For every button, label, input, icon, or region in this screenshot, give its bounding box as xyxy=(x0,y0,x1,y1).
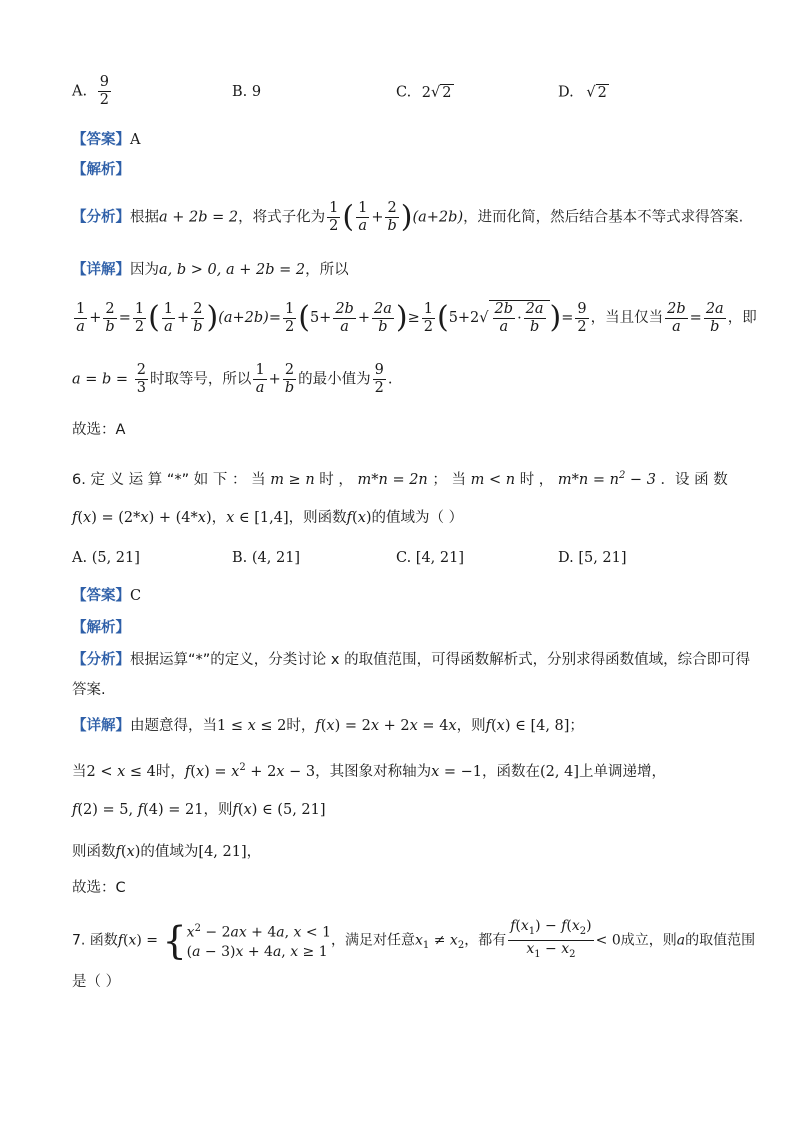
q6-option-d xyxy=(558,550,627,566)
text: ，进而化简，然后结合基本不等式求得答案. xyxy=(463,209,744,226)
radicand: 2 xyxy=(442,85,452,101)
q6-stem-line2: f(x) = (2*x) + (4*x)，x ∈ [1,4]，则函数f(x)的值域为（ ） xyxy=(72,510,464,526)
text: 6. 定 义 运 算 “*” 如 下 ： 当 xyxy=(72,471,266,488)
answer-value: A xyxy=(130,132,141,148)
q5-option-d: D. √ 2 xyxy=(558,84,607,101)
text: 成立，则 xyxy=(620,932,677,949)
option-value: (5, 21] xyxy=(91,550,140,566)
text: 根据运算“*”的定义，分类讨论 x 的取值范围，可得函数解析式，分别求得函数值域，综合即可得 xyxy=(130,652,751,668)
option-value: (4, 21] xyxy=(251,550,301,566)
q6-xiangjie-2: 当2 < x ≤ 4时，$f(x) = x^2 + 2x - 3$，其图象对称轴为x = −1，函数在(2, 4]上单调递增， xyxy=(72,762,666,780)
text: ，满足对任意 xyxy=(331,932,415,949)
text: 当 xyxy=(72,763,87,780)
text: ， xyxy=(246,844,262,860)
q6-xiangjie-3: f(2) = 5, f(4) = 21，则f(x) ∈ (5, 21] xyxy=(72,802,326,818)
text: 因为 xyxy=(130,262,159,278)
text: 上单调递增， xyxy=(579,763,666,780)
frac-num: 9 xyxy=(99,74,109,90)
q5-guxuan: 故选：A xyxy=(72,422,126,438)
text: ，当且仅当 xyxy=(590,310,664,326)
text: 则函数 xyxy=(72,844,116,860)
q5-answer xyxy=(72,130,140,150)
q5-jiexi xyxy=(72,160,130,180)
q6-xiangjie-4: 则函数f(x)的值域为[4, 21]， xyxy=(72,844,262,860)
q6-option-b xyxy=(232,550,300,566)
q7-stem-line1: 7. 函数f(x) = { $x^2 - 2ax + 4a$, x < 1 (a − 3)x + 4a, x ≥ 1 ，满足对任意$x_1 \ne x_2$，都有 $\frac{f(x_1) - f(x_2)}{x_1 - x_2}$ < 0成立，则a的取值范围 xyxy=(72,918,756,963)
answer-tag: 【答案】 xyxy=(72,588,130,604)
text: 时取等号，所以 xyxy=(149,371,252,388)
text: 的值域为 xyxy=(140,844,199,860)
text: 时， xyxy=(155,763,185,780)
option-label: B. xyxy=(232,550,248,566)
text: ，其图象对称轴为 xyxy=(315,763,432,780)
math: a, b > 0, a + 2b = 2 xyxy=(159,262,306,278)
option-label: A. xyxy=(72,550,88,566)
q5-xiangjie xyxy=(72,260,349,280)
text: ，则函数 xyxy=(288,510,347,526)
q5-equation: $\frac{1}{a}$ + $\frac{2}{b}$ = $\frac{1}{2}$ ( $\frac{1}{a}$ + $\frac{2}{b}$ )(a+2b)= $\frac{1}{2}$ (5+ $\frac{2b}{a}$ + $\frac{2a}{b}$ )≥ $\frac{1}{2}$ (5+2√ $\frac{2b}{a}$ · $\frac{2a}{b}$ )= $\frac{9}{2}$ ，当且仅当 $\frac{2b}{a}$ = $\frac{2a}{b}$ ，即 xyxy=(76,300,757,335)
answer-tag: 【答案】 xyxy=(72,132,130,148)
q5-option-b: B. 9 xyxy=(232,84,262,100)
text: 的取值范围 xyxy=(685,932,756,949)
math: a + 2b = 2 xyxy=(159,209,239,226)
option-label: C. xyxy=(396,550,412,566)
q6-option-a xyxy=(72,550,140,566)
text: 的最小值为 xyxy=(298,371,371,388)
text: ，都有 xyxy=(464,932,507,949)
text: ．设 函 数 xyxy=(660,471,728,488)
text: ，则 xyxy=(203,802,233,818)
q6-answer xyxy=(72,586,141,606)
option-value: [5, 21] xyxy=(578,550,627,566)
jiexi-tag: 【解析】 xyxy=(72,162,130,178)
text: ，将式子化为 xyxy=(238,209,326,226)
q6-fenxi-cont: 答案. xyxy=(72,682,106,698)
option-value: [4, 21] xyxy=(415,550,465,566)
xiangjie-tag: 【详解】 xyxy=(72,262,130,278)
coef: 2 xyxy=(421,84,432,101)
fenxi-tag: 【分析】 xyxy=(72,652,130,668)
q5-fenxi: 【分析】根据a + 2b = 2，将式子化为 $\frac{1}{2}$ ( $\frac{1}{a}$ + $\frac{2}{b}$ )(a+2b)，进而化简，然后结合基本不等式求得答案. xyxy=(72,199,744,235)
q6-option-c xyxy=(396,550,464,566)
text: 7. 函数 xyxy=(72,932,118,949)
q7-stem-line2: 是（ ） xyxy=(72,974,121,990)
text: ； 当 xyxy=(432,471,466,488)
text: 的值域为（ ） xyxy=(371,510,464,526)
xiangjie-tag: 【详解】 xyxy=(72,718,130,734)
q5-option-c: C. 2√ 2 xyxy=(396,84,452,101)
text: 时， xyxy=(286,718,316,734)
text: 根据 xyxy=(130,209,159,226)
option-label: D. xyxy=(558,550,574,566)
text: 时 ， xyxy=(319,471,353,488)
jiexi-tag: 【解析】 xyxy=(72,620,130,636)
q6-guxuan: 故选：C xyxy=(72,880,126,896)
q6-jiexi xyxy=(72,618,130,638)
radicand: 2 xyxy=(597,85,607,101)
text: ，所以 xyxy=(305,262,349,278)
option-label: D. xyxy=(558,84,574,101)
text: 时 ， xyxy=(519,471,554,488)
q5-line3: a = b = $\frac{2}{3}$ 时取等号，所以 $\frac{1}{a}$ + $\frac{2}{b}$ 的最小值为 $\frac{9}{2}$ . xyxy=(72,362,393,396)
text: ，函数在 xyxy=(482,763,541,780)
q5-option-a xyxy=(72,74,113,109)
q6-fenxi xyxy=(72,650,750,670)
q6-xiangjie-1: 【详解】由题意得，当1 ≤ x ≤ 2时，f(x) = 2x + 2x = 4x，则f(x) ∈ [4, 8]； xyxy=(72,718,584,734)
answer-value: C xyxy=(130,588,142,604)
q6-stem-line1: 6. 定 义 运 算 “*” 如 下 ： 当 m ≥ n 时 ， m*n = 2n ； 当 m < n 时 ， $m*n = n^2 - 3$ ．设 函 数 xyxy=(72,470,728,488)
frac-den: 2 xyxy=(99,92,109,108)
option-label: C. xyxy=(396,84,412,101)
text: ，则 xyxy=(456,718,486,734)
text: 由题意得，当 xyxy=(130,718,217,734)
option-label: A. xyxy=(72,83,88,100)
fenxi-tag: 【分析】 xyxy=(72,209,130,226)
text: ，即 xyxy=(727,310,757,326)
